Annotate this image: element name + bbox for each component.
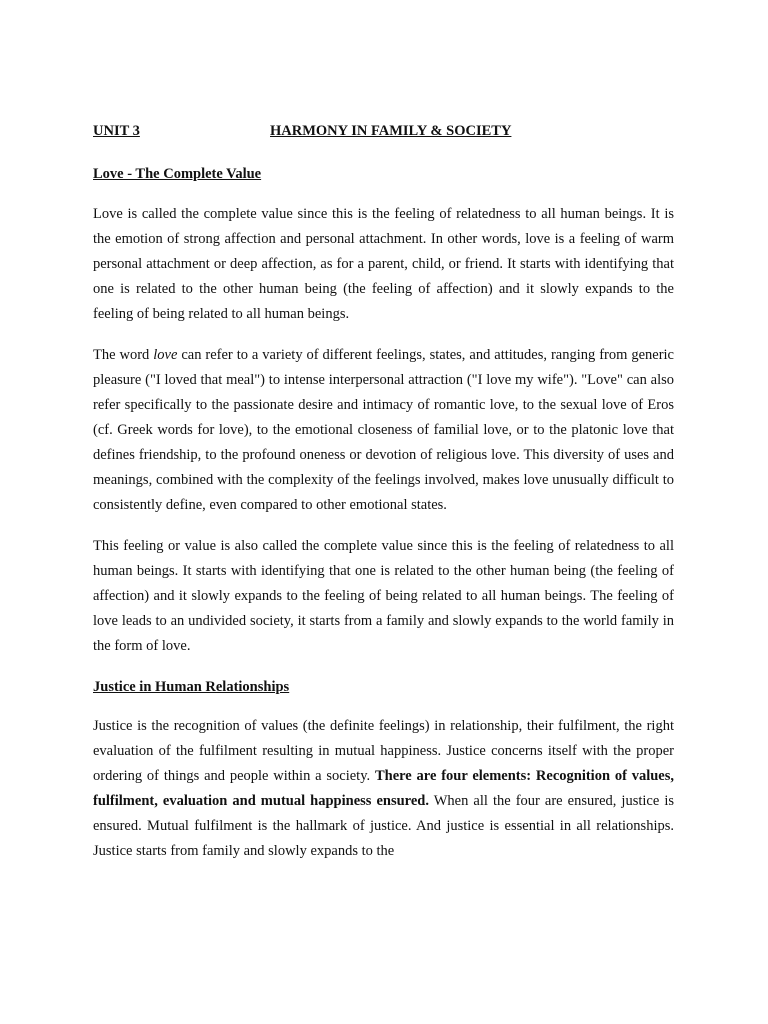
paragraph-love-1: Love is called the complete value since this is the feeling of relatedness to all human beings. It is the emotion of strong affection and personal attachment. In other words, love is a feeling of warm personal attachment or deep affection, as for a parent, child, or friend. It starts with identifying that one is related to the other human being (the feeling of affection) and it slowly expands to the feeling of being related to all human beings.	[93, 206, 674, 322]
unit-header	[93, 121, 674, 141]
paragraph-love-2-rest: can refer to a variety of different feelings, states, and attitudes, ranging from generic pleasure ("I loved that meal") to intense interpersonal attraction ("I love my wife"). "Love" can also refer specifically to the passionate desire and intimacy of romantic love, to the sexual love of Eros (cf. Greek words for love), to the emotional closeness of familial love, or to the platonic love that defines friendship, to the profound oneness or devotion of religious love. This diversity of uses and meanings, combined with the complexity of the feelings involved, makes love unusually difficult to consistently define, even compared to other emotional states.	[93, 347, 674, 513]
paragraph-love-2	[93, 343, 674, 518]
document-page	[93, 121, 674, 864]
paragraph-love-2-start: The word	[93, 347, 154, 363]
bold-four-elements: There are four elements: Recognition of values, fulfilment, evaluation and mutual happiness ensured.	[93, 768, 675, 809]
italic-word-love: love	[153, 347, 178, 363]
section-heading-love: Love - The Complete Value	[93, 166, 262, 182]
paragraph-justice-1-rest: When all the four are ensured, justice is ensured. Mutual fulfilment is the hallmark of justice. And justice is essential in all relationships. Justice starts from family and slowly expands to the	[93, 793, 674, 859]
unit-title: HARMONY IN FAMILY & SOCIETY	[270, 123, 512, 139]
paragraph-justice-1	[93, 714, 674, 864]
unit-label: UNIT 3	[93, 123, 140, 139]
section-heading-justice: Justice in Human Relationships	[93, 679, 290, 695]
paragraph-love-3: This feeling or value is also called the complete value since this is the feeling of relatedness to all human beings. It starts with identifying that one is related to the other human being (the feeling of affection) and it slowly expands to the feeling of being related to all human beings. The feeling of love leads to an undivided society, it starts from a family and slowly expands to the world family in the form of love.	[93, 538, 674, 654]
paragraph-justice-1-start: Justice is the recognition of values (the definite feelings) in relationship, their fulfilment, the right evaluation of the fulfilment resulting in mutual happiness. Justice concerns itself with the proper ordering of things and people within a society.	[93, 718, 674, 784]
